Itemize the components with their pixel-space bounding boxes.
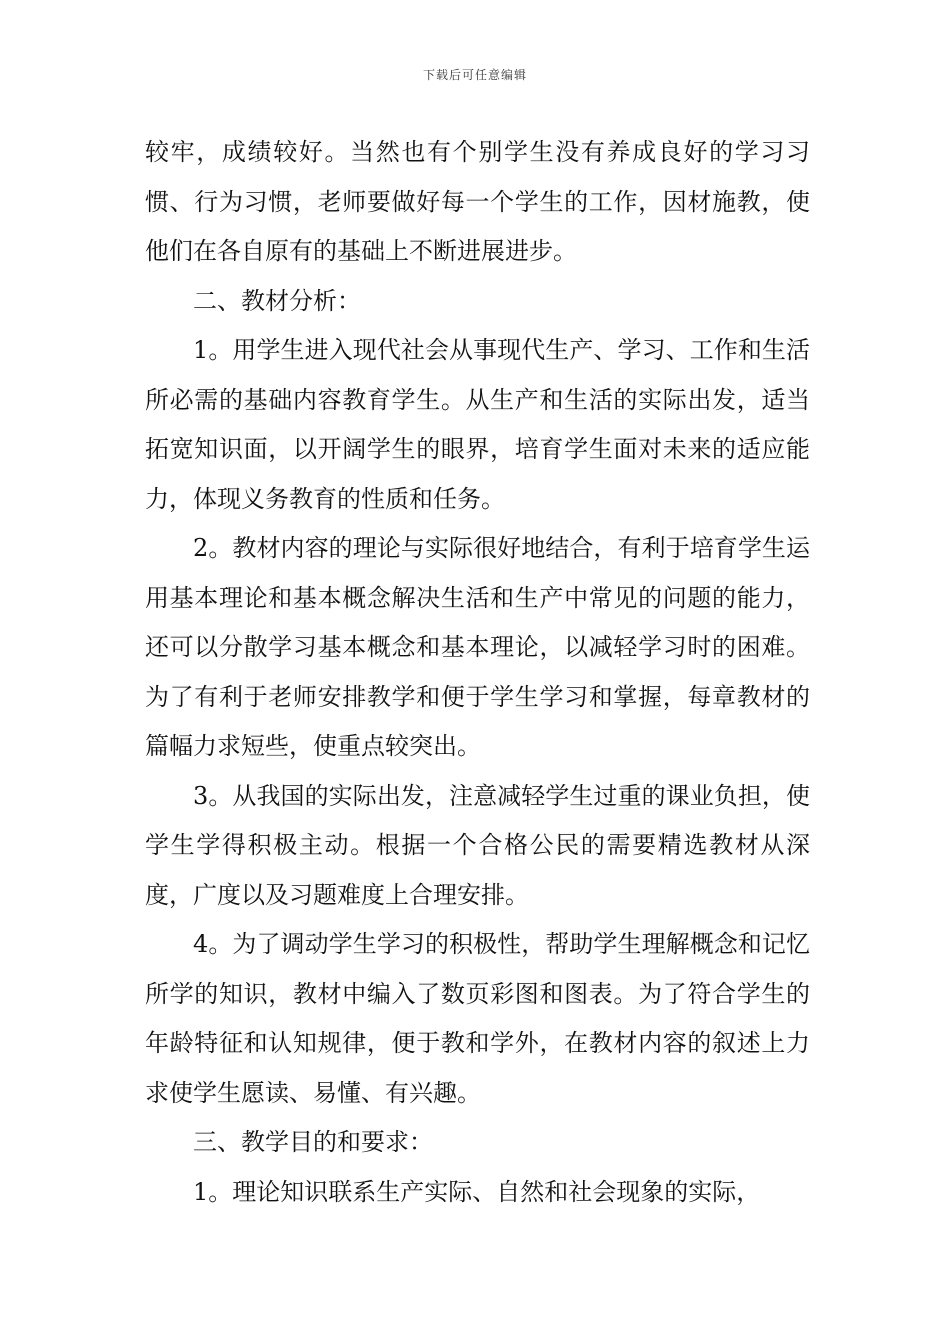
paragraph-item-1: 1。用学生进入现代社会从事现代生产、学习、工作和生活所必需的基础内容教育学生。从生产和生活的实际出发，适当拓宽知识面，以开阔学生的眼界，培育学生面对未来的适应能力，体现义务教育的性质和任务。 xyxy=(145,336,810,513)
section-heading-textbook-analysis: 二、教材分析： xyxy=(193,286,361,315)
paragraph-item-4: 4。为了调动学生学习的积极性，帮助学生理解概念和记忆所学的知识，教材中编入了数页彩图和图表。为了符合学生的年龄特征和认知规律，便于教和学外，在教材内容的叙述上力求使学生愿读、易懂、有兴趣。 xyxy=(145,930,810,1107)
paragraph-goal-item-1: 1。理论知识联系生产实际、自然和社会现象的实际， xyxy=(193,1177,761,1206)
paragraph-continuation: 较牢，成绩较好。当然也有个别学生没有养成良好的学习习惯、行为习惯，老师要做好每一个学生的工作，因材施教，使他们在各自原有的基础上不断进展进步。 xyxy=(145,138,810,265)
document-body xyxy=(145,128,810,1217)
paragraph-item-2: 2。教材内容的理论与实际很好地结合，有利于培育学生运用基本理论和基本概念解决生活和生产中常见的问题的能力，还可以分散学习基本概念和基本理论，以减轻学习时的困难。为了有利于老师安排教学和便于学生学习和掌握，每章教材的篇幅力求短些，使重点较突出。 xyxy=(145,534,810,760)
section-heading-teaching-goals: 三、教学目的和要求： xyxy=(193,1128,433,1156)
paragraph-item-3: 3。从我国的实际出发，注意减轻学生过重的课业负担，使学生学得积极主动。根据一个合格公民的需要精选教材从深度，广度以及习题难度上合理安排。 xyxy=(145,781,810,909)
page-header: 下载后可任意编辑 xyxy=(422,68,527,82)
